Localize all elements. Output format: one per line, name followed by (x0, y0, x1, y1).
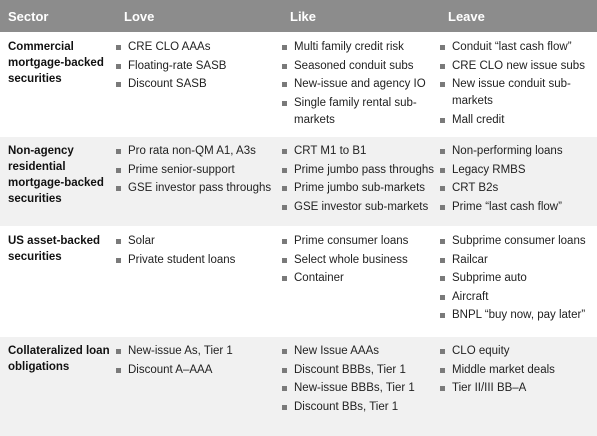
square-bullet-icon (282, 64, 287, 69)
square-bullet-icon (116, 149, 121, 154)
table-header (0, 0, 597, 33)
list-item (282, 95, 440, 129)
list-item-text: Prime consumer loans (294, 235, 408, 247)
love-list (116, 227, 282, 274)
square-bullet-icon (116, 258, 121, 263)
list-item (116, 343, 282, 360)
list-item-text: Middle market deals (452, 364, 555, 376)
like-cell (282, 137, 440, 227)
list-item (440, 270, 597, 287)
square-bullet-icon (440, 313, 445, 318)
sector-name: Non-agency residential mortgage-backed securities (0, 137, 116, 227)
list-item-text: Subprime auto (452, 272, 527, 284)
list-item (282, 162, 440, 179)
list-item-text: Discount BBs, Tier 1 (294, 401, 398, 413)
list-item-text: CRE CLO AAAs (128, 41, 210, 53)
square-bullet-icon (440, 368, 445, 373)
square-bullet-icon (440, 205, 445, 210)
list-item-text: Container (294, 272, 344, 284)
list-item (116, 362, 282, 379)
list-item (440, 252, 597, 269)
square-bullet-icon (116, 82, 121, 87)
square-bullet-icon (116, 186, 121, 191)
list-item (440, 289, 597, 306)
list-item (440, 233, 597, 250)
square-bullet-icon (116, 45, 121, 50)
list-item (440, 307, 597, 324)
square-bullet-icon (440, 168, 445, 173)
header-love: Love (116, 0, 282, 33)
list-item (282, 39, 440, 56)
list-item (282, 199, 440, 216)
leave-cell (440, 227, 597, 337)
list-item-text: GSE investor sub-markets (294, 201, 428, 213)
list-item (440, 58, 597, 75)
square-bullet-icon (282, 205, 287, 210)
list-item (116, 76, 282, 93)
list-item-text: Prime jumbo pass throughs (294, 164, 434, 176)
like-list (282, 337, 440, 421)
table-body (0, 33, 597, 436)
list-item-text: Conduit “last cash flow” (452, 41, 572, 53)
header-like: Like (282, 0, 440, 33)
square-bullet-icon (282, 82, 287, 87)
list-item-text: Seasoned conduit subs (294, 60, 414, 72)
list-item-text: Multi family credit risk (294, 41, 404, 53)
list-item (116, 180, 282, 197)
leave-list (440, 137, 597, 221)
love-list (116, 137, 282, 203)
like-list (282, 33, 440, 134)
list-item-text: Single family rental sub-markets (294, 97, 417, 126)
list-item-text: New-issue BBBs, Tier 1 (294, 382, 415, 394)
list-item (440, 199, 597, 216)
square-bullet-icon (282, 386, 287, 391)
list-item-text: Railcar (452, 254, 488, 266)
list-item (440, 180, 597, 197)
list-item-text: Non-performing loans (452, 145, 563, 157)
square-bullet-icon (282, 239, 287, 244)
leave-list (440, 33, 597, 134)
square-bullet-icon (440, 276, 445, 281)
square-bullet-icon (116, 239, 121, 244)
square-bullet-icon (282, 45, 287, 50)
like-cell (282, 337, 440, 436)
list-item (440, 343, 597, 360)
like-list (282, 227, 440, 293)
like-cell (282, 33, 440, 137)
header-sector: Sector (0, 0, 116, 33)
list-item (116, 58, 282, 75)
list-item (282, 380, 440, 397)
leave-cell (440, 33, 597, 137)
list-item (282, 252, 440, 269)
love-list (116, 33, 282, 99)
sector-name: Commercial mortgage-backed securities (0, 33, 116, 137)
list-item (440, 162, 597, 179)
list-item-text: Discount BBBs, Tier 1 (294, 364, 406, 376)
list-item (282, 399, 440, 416)
list-item-text: CRE CLO new issue subs (452, 60, 585, 72)
like-list (282, 137, 440, 221)
list-item-text: CRT B2s (452, 182, 498, 194)
list-item-text: Floating-rate SASB (128, 60, 226, 72)
list-item-text: Discount A–AAA (128, 364, 212, 376)
list-item (116, 39, 282, 56)
list-item-text: New issue conduit sub-markets (452, 78, 571, 107)
list-item (440, 143, 597, 160)
square-bullet-icon (282, 258, 287, 263)
list-item-text: Subprime consumer loans (452, 235, 586, 247)
square-bullet-icon (282, 276, 287, 281)
list-item-text: CLO equity (452, 345, 510, 357)
list-item (440, 76, 597, 110)
square-bullet-icon (116, 349, 121, 354)
list-item-text: CRT M1 to B1 (294, 145, 366, 157)
square-bullet-icon (440, 82, 445, 87)
list-item (282, 58, 440, 75)
square-bullet-icon (440, 149, 445, 154)
leave-cell (440, 137, 597, 227)
square-bullet-icon (440, 349, 445, 354)
list-item-text: New Issue AAAs (294, 345, 379, 357)
list-item (282, 180, 440, 197)
list-item (282, 362, 440, 379)
list-item-text: Legacy RMBS (452, 164, 526, 176)
square-bullet-icon (282, 149, 287, 154)
list-item-text: Prime senior-support (128, 164, 235, 176)
row-clo (0, 337, 597, 436)
list-item-text: GSE investor pass throughs (128, 182, 271, 194)
love-cell (116, 33, 282, 137)
row-us-abs (0, 227, 597, 337)
square-bullet-icon (282, 101, 287, 106)
list-item-text: Select whole business (294, 254, 408, 266)
square-bullet-icon (440, 45, 445, 50)
sector-name: US asset-backed securities (0, 227, 116, 337)
list-item (282, 76, 440, 93)
love-cell (116, 137, 282, 227)
like-cell (282, 227, 440, 337)
square-bullet-icon (440, 118, 445, 123)
list-item (440, 112, 597, 129)
square-bullet-icon (440, 64, 445, 69)
row-cmbs (0, 33, 597, 137)
list-item-text: Prime “last cash flow” (452, 201, 562, 213)
love-cell (116, 227, 282, 337)
header-leave: Leave (440, 0, 597, 33)
list-item-text: Mall credit (452, 114, 504, 126)
square-bullet-icon (282, 405, 287, 410)
list-item (282, 233, 440, 250)
list-item-text: Prime jumbo sub-markets (294, 182, 425, 194)
leave-cell (440, 337, 597, 436)
list-item (282, 343, 440, 360)
square-bullet-icon (116, 64, 121, 69)
list-item (116, 233, 282, 250)
row-non-agency-rmbs (0, 137, 597, 227)
list-item-text: Tier II/III BB–A (452, 382, 526, 394)
square-bullet-icon (440, 386, 445, 391)
list-item (116, 162, 282, 179)
square-bullet-icon (282, 368, 287, 373)
list-item-text: BNPL “buy now, pay later” (452, 309, 585, 321)
love-cell (116, 337, 282, 436)
love-list (116, 337, 282, 384)
list-item-text: Pro rata non-QM A1, A3s (128, 145, 256, 157)
list-item-text: Discount SASB (128, 78, 207, 90)
list-item-text: New-issue and agency IO (294, 78, 426, 90)
list-item-text: Private student loans (128, 254, 235, 266)
square-bullet-icon (440, 258, 445, 263)
square-bullet-icon (282, 168, 287, 173)
list-item-text: Aircraft (452, 291, 488, 303)
square-bullet-icon (440, 295, 445, 300)
square-bullet-icon (440, 186, 445, 191)
list-item-text: Solar (128, 235, 155, 247)
square-bullet-icon (116, 168, 121, 173)
list-item (116, 252, 282, 269)
square-bullet-icon (440, 239, 445, 244)
square-bullet-icon (282, 349, 287, 354)
list-item (440, 39, 597, 56)
list-item (440, 362, 597, 379)
list-item (282, 143, 440, 160)
list-item (282, 270, 440, 287)
sector-name: Collateralized loan obligations (0, 337, 116, 436)
list-item-text: New-issue As, Tier 1 (128, 345, 233, 357)
leave-list (440, 337, 597, 403)
square-bullet-icon (116, 368, 121, 373)
square-bullet-icon (282, 186, 287, 191)
leave-list (440, 227, 597, 330)
list-item (116, 143, 282, 160)
list-item (440, 380, 597, 397)
